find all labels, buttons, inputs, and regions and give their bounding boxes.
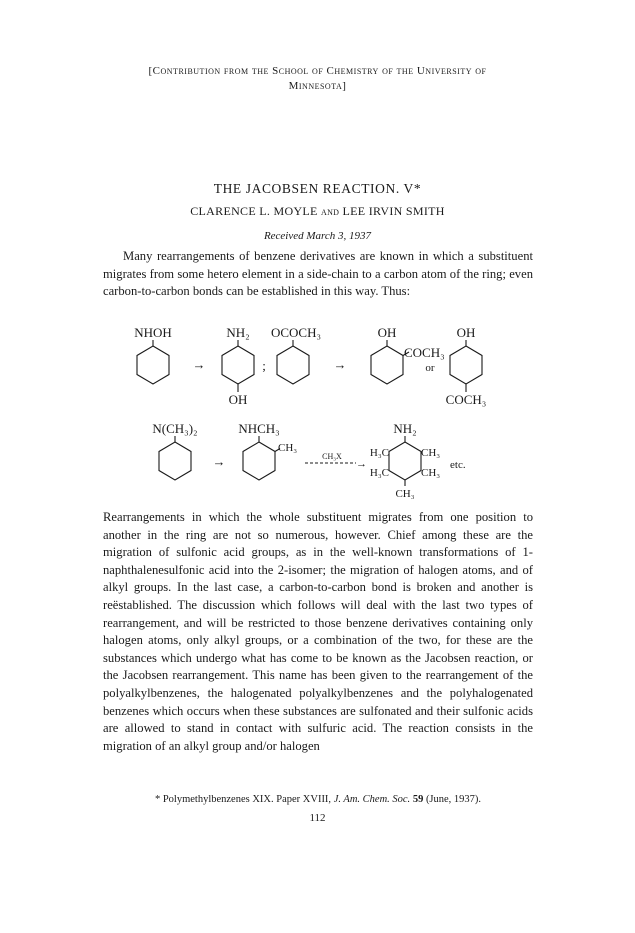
reagent-label: CH₃X [322,452,342,461]
label-ch3-top: CH₃ [421,447,441,459]
benzene-ring-phenylhydroxylamine [137,346,169,384]
article-title: THE JACOBSEN REACTION. V* [213,181,422,196]
label-nh2: NH₂ [226,325,250,340]
intro-paragraph: Many rearrangements of benzene derivatives are known in which a substituent migrates from some hetero element in a side-chain to a carbon atom of the ring; even carbon-to-carbon bonds can be established in this way. Thus: [103,249,533,299]
label-coch3-b: COCH₃ [445,392,487,407]
label-nh2-pentamethyl: NH₂ [393,421,417,436]
semicolon: ; [262,358,266,373]
author-2: LEE IRVIN SMITH [342,204,445,218]
label-nhoh: NHOH [134,325,172,340]
label-ch3-a: CH₃ [278,442,298,454]
arrow-2: → [333,357,347,372]
label-ch3-para: CH₃ [395,488,415,500]
arrow-1: → [192,357,206,372]
footnote-journal: J. Am. Chem. Soc. [333,794,411,805]
footnote-text-a: Polymethylbenzenes XIX. Paper XVIII, [162,794,334,805]
benzene-ring-aminophenol [222,346,254,384]
footnote-marker: * [154,794,161,805]
label-h3c-top: H₃C [369,447,389,459]
body-paragraph: Rearrangements in which the whole substituent migrates from one position to another in the ring are not so numerous, however. Chief among these are the migration of sulfonic acid groups, as in the well-known transformations of 1-naphthalenesulfonic acid into the 2-isomer; the migration of halogen atoms, and of alkyl groups. In the last case, a carbon-to-carbon bond is broken and another is reëstablished. The discussion which follows will deal with the last two types of rearrangement, and will be restricted to those benzene derivatives containing only halogen atoms, only alkyl groups, or a combination of the two, for these are the substances which undergo what has come to be known as the Jacobsen reaction, or the Jacobsen rearrangement. This name has been given to the rearrangement of the polyalkylbenzenes, the halogenated polyalkylbenzenes and the polyhalogenated benzenes which occurs when these substances are sulfonated and their sulfonic acids are allowed to stand in contact with sulfuric acid. The reaction consists in the migration of an alkyl group and/or halogen [103,510,533,753]
author-conjunction: and [321,206,340,218]
label-oh-bottom: OH [228,392,248,407]
label-ococh3: OCOCH₃ [270,325,322,340]
label-ch3-bottom: CH₃ [421,467,441,479]
label-nme2: N(CH₃)₂ [152,421,198,436]
benzene-ring-para-hydroxyacetophenone [450,346,482,384]
label-h3c-bottom: H₃C [369,467,389,479]
benzene-ring-ortho-hydroxyacetophenone [371,346,403,384]
label-nhch3: NHCH₃ [238,421,280,436]
arrow-3: → [212,454,226,469]
benzene-ring-dimethylaniline [159,442,191,480]
contribution-line-1: [Contribution from the School of Chemistry of the University of [148,65,487,77]
label-coch3-a: COCH₃ [404,345,445,360]
received-date: Received March 3, 1937 [263,230,372,242]
label-oh-b: OH [456,325,476,340]
benzene-ring-pentamethylaniline [389,442,421,480]
reagent-arrow-head: → [356,458,367,470]
label-etc: etc. [450,459,466,471]
label-or: or [425,362,435,374]
footnote-text-b: (June, 1937). [425,794,482,805]
footnote [103,793,533,807]
benzene-ring-methyltoluidine [243,442,275,480]
author-1: CLARENCE L. MOYLE [190,204,318,218]
benzene-ring-phenyl-acetate [277,346,309,384]
footnote-volume: 59 [412,794,424,805]
label-oh-a: OH [377,325,397,340]
page-number: 112 [309,812,326,824]
contribution-line-2: Minnesota] [288,80,347,92]
